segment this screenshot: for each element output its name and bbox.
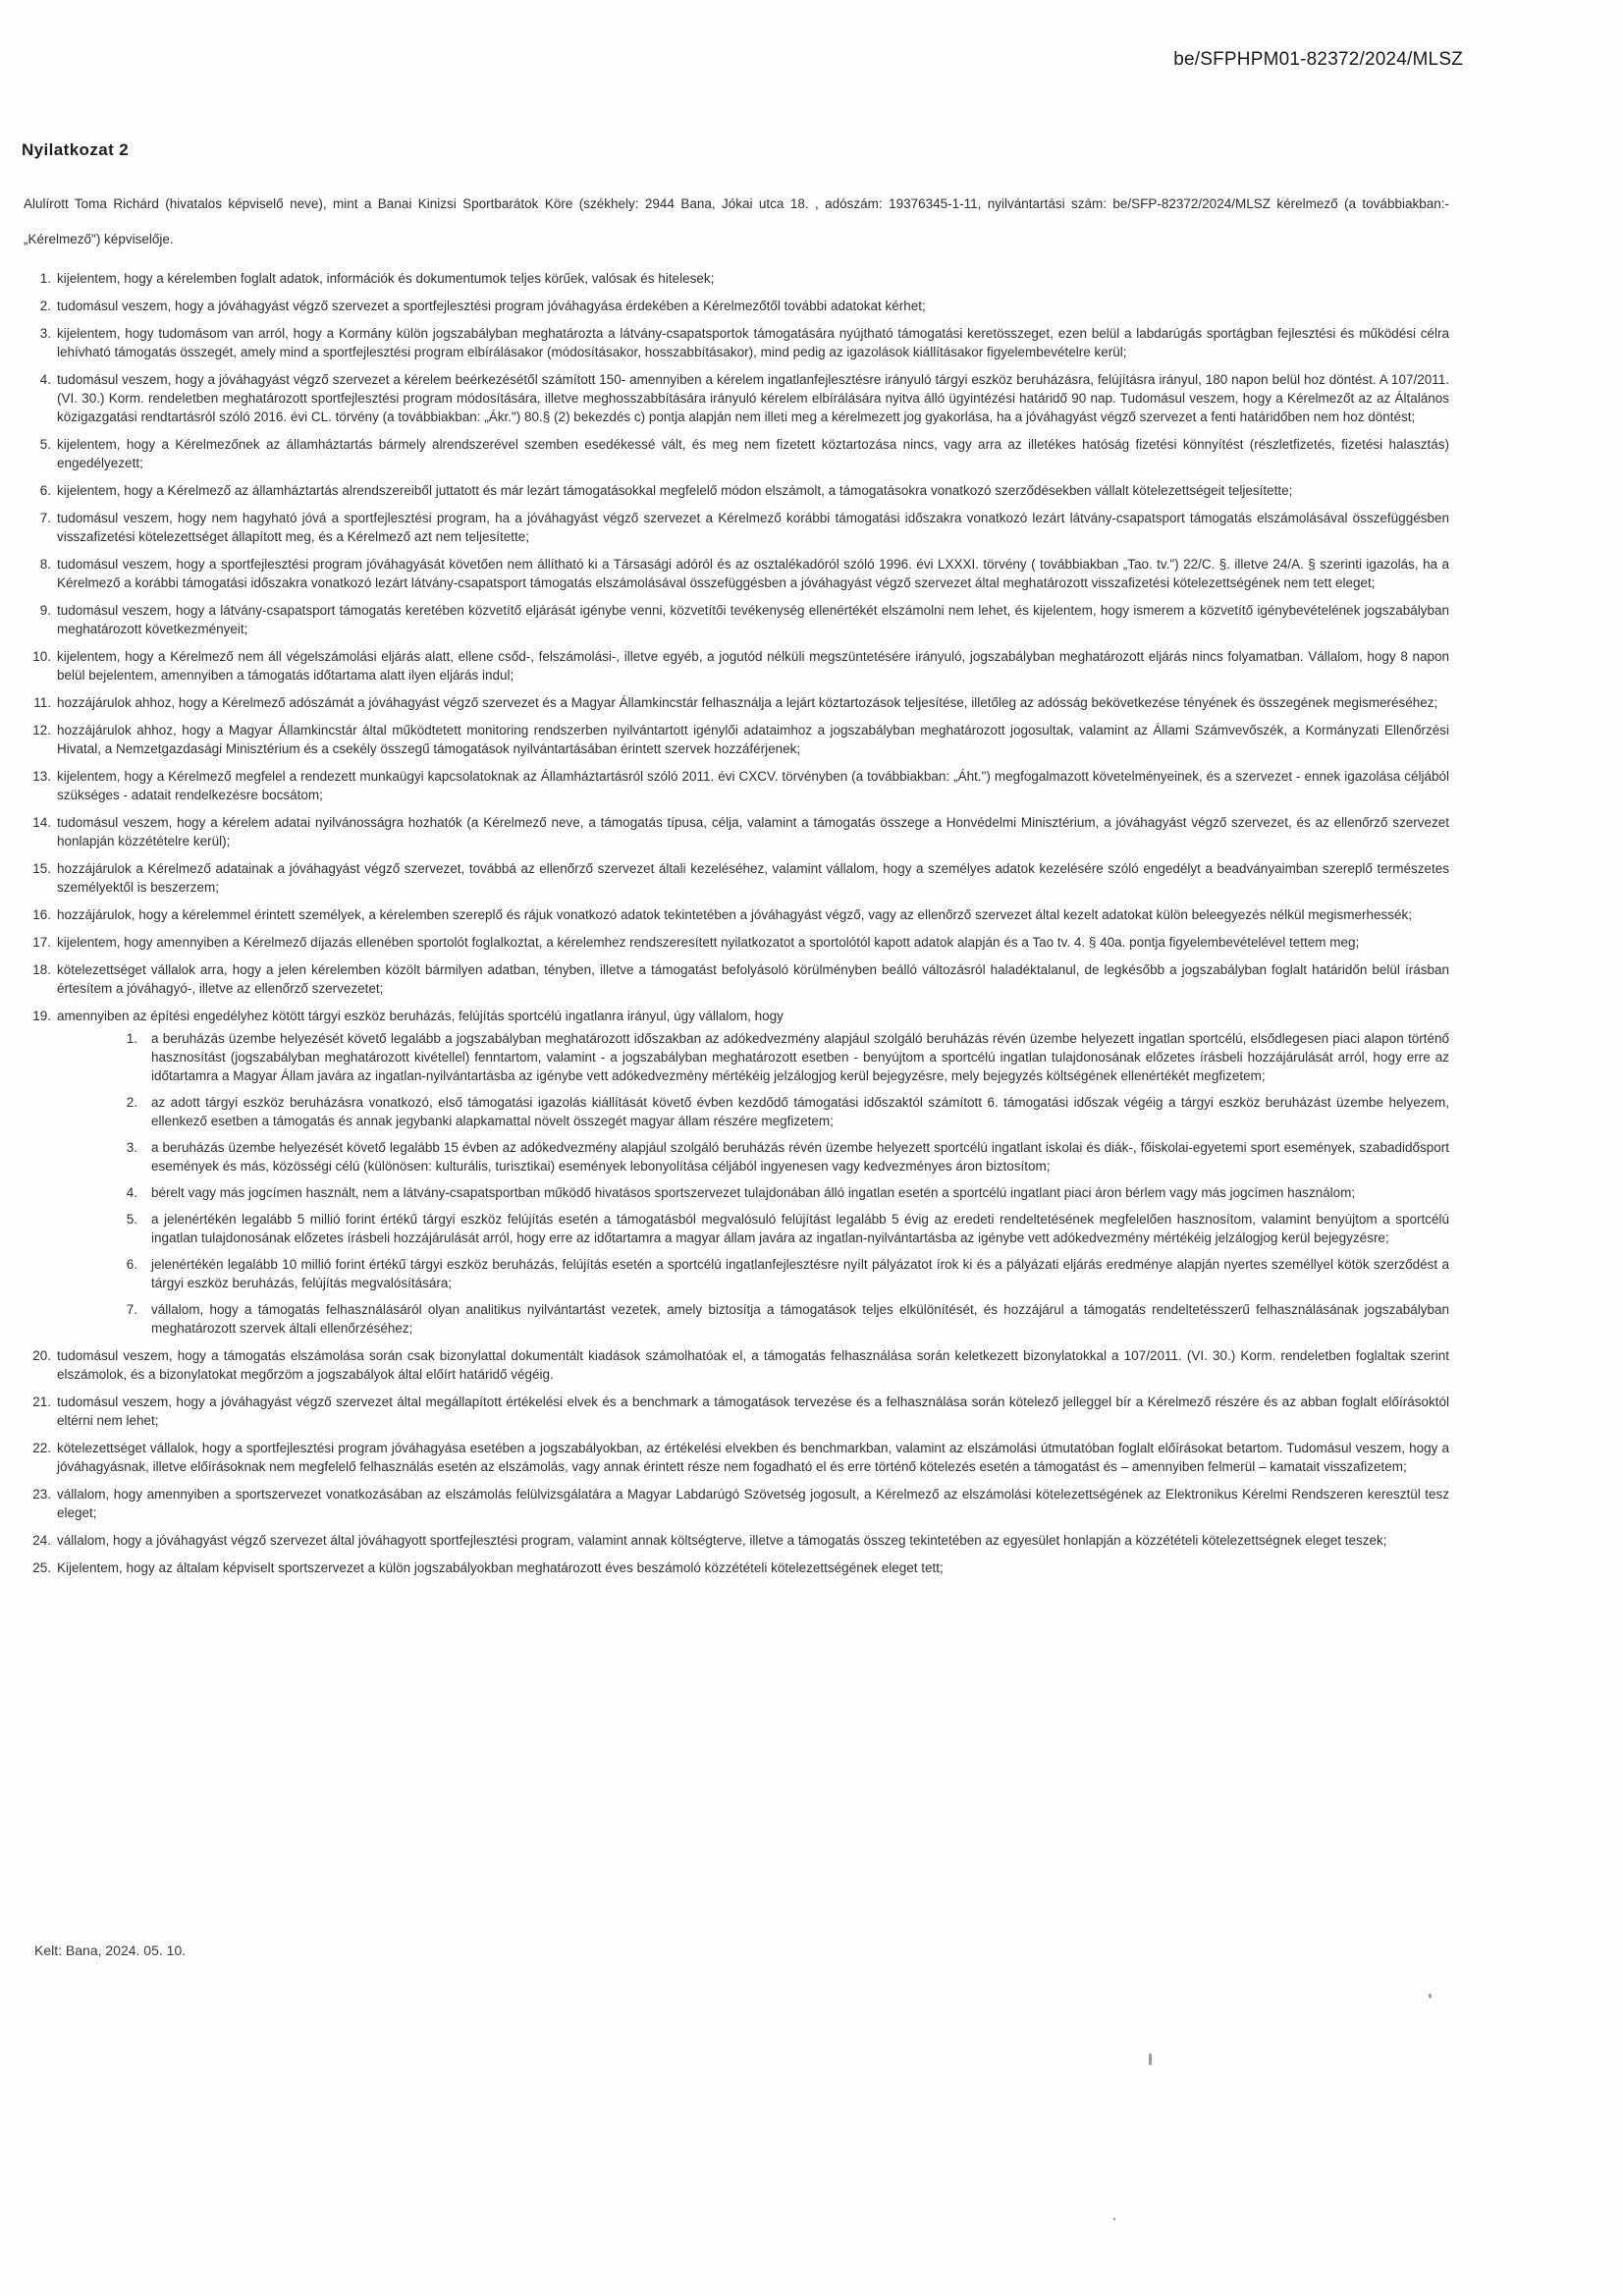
item-number: 14.: [32, 815, 51, 830]
sub-item-3: [116, 1138, 1449, 1175]
item-number: 10.: [32, 649, 51, 664]
declaration-item-13: [24, 767, 1449, 804]
item-text: kijelentem, hogy a Kérelmező megfelel a rendezett munkaügyi kapcsolatoknak az Államháztartásról szóló 2011. évi CXCV. törvényben (a továbbiakban: „Áht.") megfogalmazott követelményeinek, és a szervezet - ennek igazolása céljából szükséges - adatait rendelkezésre bocsátom;: [57, 769, 1449, 802]
item-text: tudomásul veszem, hogy a jóváhagyást végző szervezet által megállapított értékelési elvek és a benchmark a támogatások tervezése és a felhasználása során kötelező jelleggel bír a Kérelmező részére és az abban foglalt előírásoktól eltérni nem lehet;: [57, 1394, 1449, 1428]
item-text: jelenértékén legalább 10 millió forint értékű tárgyi eszköz beruházás, felújítás esetén a sportcélú ingatlanfejlesztésre nyílt pályázatot írok ki és a pályázati eljárás eredménye alapján nyertes személlyel kötök szerződést a tárgyi eszköz beruházás, felújítás megvalósítására;: [151, 1257, 1449, 1290]
item-number: 6.: [39, 483, 51, 498]
sub-item-1: [116, 1029, 1449, 1085]
reference-number: be/SFPHPM01-82372/2024/MLSZ: [1173, 49, 1463, 70]
item-text: a beruházás üzembe helyezését követő legalább 15 évben az adókedvezmény alapjául szolgáló beruházás révén üzembe helyezett sportcélú ingatlant iskolai és diák-, főiskolai-egyetemi sport események, szabadidősport események és más, közösségi célú (különösen: kulturális, turisztikai) események lebonyolítása céljából ingyenesen vagy kedvezményes áron biztosítom;: [151, 1140, 1449, 1174]
document-title: Nyilatkozat 2: [22, 140, 130, 159]
item-text: a jelenértékén legalább 5 millió forint értékű tárgyi eszköz felújítás esetén a támogatásból megvalósuló felújítást legalább 5 évig az eredeti rendeltetésének megfelelően hasznosítom, valamint benyújtom a sportcélú ingatlan tulajdonosának előzetes írásbeli hozzájárulását arról, hogy erre az időtartamra a magyar állam javára az ingatlan-nyilvántartásba az igénybe vett adókedvezmény mértékéig jelzálogjog kerül bejegyzésre;: [151, 1212, 1449, 1245]
item-number: 7.: [39, 511, 51, 525]
item-number: 15.: [32, 861, 51, 876]
declaration-item-5: [24, 435, 1449, 472]
item-text: tudomásul veszem, hogy a jóváhagyást végző szervezet a sportfejlesztési program jóváhagyása érdekében a Kérelmezőtől további adatokat kérhet;: [57, 299, 926, 313]
item-text: kijelentem, hogy tudomásom van arról, hogy a Kormány külön jogszabályban meghatározta a látvány-csapatsportok támogatására nyújtható támogatási keretösszeget, ezen belül a labdarúgás sportágban fejlesztési és működési célra lehívható támogatás összegét, amely mind a sportfejlesztési program elbírálásakor (módosításakor, hosszabbításakor), mind pedig az igazolások kiállításakor figyelembevételre kerül;: [57, 326, 1449, 359]
declaration-body: [24, 187, 1449, 1586]
declaration-item-15: [24, 859, 1449, 897]
item-number: 2.: [39, 299, 51, 313]
item-text: tudomásul veszem, hogy a látvány-csapatsport támogatás keretében közvetítő eljárását igénybe venni, közvetítői tevékenység ellenértékét elszámolni nem lehet, és kijelentem, hogy ismerem a közvetítő igénybevételének jogszabályban meghatározott következményeit;: [57, 603, 1449, 636]
item-text: vállalom, hogy a támogatás felhasználásáról olyan analitikus nyilvántartást vezetek, amely biztosítja a támogatások teljes elkülönítését, és hozzájárul a támogatás rendeltetésszerű felhasználásának jogszabályban meghatározott szervek általi ellenőrzéséhez;: [151, 1302, 1449, 1336]
declaration-item-16: [24, 905, 1449, 924]
item-text: kijelentem, hogy a Kérelmezőnek az államháztartás bármely alrendszerével szemben esedékessé vált, és meg nem fizetett köztartozása nincs, vagy arra az illetékes hatóság fizetési könnyítést (részletfizetés, fizetési halasztás) engedélyezett;: [57, 437, 1449, 470]
item-number: 4.: [39, 372, 51, 387]
item-text: tudomásul veszem, hogy nem hagyható jóvá a sportfejlesztési program, ha a jóváhagyást végző szervezet a Kérelmező korábbi támogatási időszakra vonatkozó lezárt látvány-csapatsport támogatás elszámolásával összefüggésben visszafizetési kötelezettséget állapított meg, és a Kérelmező azt nem teljesítette;: [57, 511, 1449, 544]
item-text: kötelezettséget vállalok arra, hogy a jelen kérelemben közölt bármilyen adatban, tényben, illetve a támogatást befolyásoló körülményben beálló változásról haladéktalanul, de legkésőbb a jogszabályban foglalt határidőn belül írásban értesítem a jóváhagyó-, illetve az ellenőrző szervezetet;: [57, 962, 1449, 996]
sub-item-2: [116, 1093, 1449, 1130]
item-number: 11.: [33, 695, 51, 710]
item-number: 5.: [39, 437, 51, 452]
item-text: Kijelentem, hogy az általam képviselt sportszervezet a külön jogszabályokban meghatározott éves beszámoló közzétételi kötelezettségének eleget tett;: [57, 1560, 944, 1575]
declaration-item-8: [24, 555, 1449, 592]
item-text: kötelezettséget vállalok, hogy a sportfejlesztési program jóváhagyása esetében a jogszabályokban, az értékelési elvekben és benchmarkban, valamint az elszámolási útmutatóban foglalt előírásokat betartom. Tudomásul veszem, hogy a jóváhagyásnak, illetve előírásoknak nem megfelelő felhasználás esetén az elszámolás, vagy annak érintett része nem fogadható el és erre történő kötelezés esetén a támogatást és – amennyiben felmerül – kamatait visszafizetem;: [57, 1441, 1449, 1474]
item-number: 17.: [32, 935, 51, 950]
declaration-item-20: [24, 1346, 1449, 1384]
item-number: 4.: [126, 1185, 137, 1200]
sub-list: [57, 1029, 1449, 1338]
item-text: a beruházás üzembe helyezését követő legalább a jogszabályban meghatározott időszakban az adókedvezmény alapjául szolgáló beruházás révén üzembe helyezett ingatlan sportcélú, elsődlegesen piaci alapon történő hasznosítást (jogszabályban meghatározott kivétellel) fenntartom, valamint - a jogszabályban meghatározott esetben - benyújtom a sportcélú ingatlan tulajdonosának előzetes írásbeli hozzájárulását arról, hogy erre az időtartamra a Magyar Állam javára az ingatlan-nyilvántartásba az igénybe vett adókedvezmény mértékéig jelzálogjog kerül bejegyzésre, mely bejegyzés költségének ellenértékét megfizetem;: [151, 1031, 1449, 1083]
item-number: 19.: [32, 1009, 51, 1023]
item-number: 8.: [39, 557, 51, 572]
sub-item-7: [116, 1300, 1449, 1338]
item-text: tudomásul veszem, hogy a támogatás elszámolása során csak bizonylattal dokumentált kiadások számolhatóak el, a támogatás felhasználása során keletkezett bizonylatokkal a 107/2011. (VI. 30.) Korm. rendeletben foglaltak szerint elszámolok, és a bizonylatokat megőrzöm a jogszabályok által előírt határidő végéig.: [57, 1348, 1449, 1382]
declaration-list: [24, 269, 1449, 1577]
declaration-item-21: [24, 1393, 1449, 1430]
declaration-item-24: [24, 1531, 1449, 1550]
item-text: kijelentem, hogy a kérelemben foglalt adatok, információk és dokumentumok teljes körűek, valósak és hitelesek;: [57, 271, 715, 286]
place-and-date: Kelt: Bana, 2024. 05. 10.: [34, 1942, 187, 1958]
item-text: hozzájárulok, hogy a kérelemmel érintett személyek, a kérelemben szereplő és rájuk vonatkozó adatok tekintetében a jóváhagyást végző, vagy az ellenőrző szervezet által kezelt adatokat külön beleegyezés nélkül megismerhessék;: [57, 907, 1412, 922]
item-text: hozzájárulok ahhoz, hogy a Kérelmező adószámát a jóváhagyást végző szervezet és a Magyar Államkincstár felhasználja a lejárt köztartozások teljesítése, illetőleg az adósság bekövetkezése tényének és összegének megismeréséhez;: [57, 695, 1438, 710]
item-number: 2.: [126, 1095, 137, 1110]
item-text: tudomásul veszem, hogy a sportfejlesztési program jóváhagyását követően nem állítható ki a Társasági adóról és az osztalékadóról szóló 1996. évi LXXXI. törvény ( továbbiakban „Tao. tv.") 22/C. §. illetve 24/A. § szerinti igazolás, ha a Kérelmező a korábbi támogatási időszakra vonatkozó lezárt látvány-csapatsport támogatás elszámolásával összefüggésben a jóváhagyást végző szervezet által meghatározott visszafizetési kötelezettségének nem tett eleget;: [57, 557, 1449, 590]
declaration-item-23: [24, 1485, 1449, 1522]
declaration-item-22: [24, 1439, 1449, 1476]
declaration-item-19: [24, 1007, 1449, 1338]
declaration-item-1: [24, 269, 1449, 288]
item-text: hozzájárulok a Kérelmező adatainak a jóváhagyást végző szervezet, továbbá az ellenőrző szervezet általi kezeléséhez, valamint vállalom, hogy a személyes adatok kezelésére szóló engedélyt a beadványaimban szereplő természetes személyektől is beszerzem;: [57, 861, 1449, 895]
item-number: 12.: [32, 723, 51, 738]
item-text: kijelentem, hogy a Kérelmező az államháztartás alrendszereiből juttatott és már lezárt támogatásokkal megfelelő módon elszámolt, a támogatásokra vonatkozó szerződésekben vállalt kötelezettségeit teljesítette;: [57, 483, 1293, 498]
item-number: 25.: [32, 1560, 51, 1575]
item-number: 21.: [32, 1394, 51, 1409]
declaration-item-11: [24, 693, 1449, 712]
sub-item-5: [116, 1210, 1449, 1247]
item-text: vállalom, hogy amennyiben a sportszervezet vonatkozásában az elszámolás felülvizsgálatára a Magyar Labdarúgó Szövetség jogosult, a Kérelmező az elszámolási kötelezettségének az Elektronikus Kérelmi Rendszeren keresztül tesz eleget;: [57, 1487, 1449, 1520]
item-number: 13.: [32, 769, 51, 784]
item-number: 23.: [32, 1487, 51, 1502]
scan-speck: [1113, 2217, 1115, 2220]
item-text: vállalom, hogy a jóváhagyást végző szervezet által jóváhagyott sportfejlesztési program, valamint annak költségterve, illetve a támogatás összeg tekintetében az egyesület honlapján a közzétételi kötelezettségnek eleget teszek;: [57, 1533, 1387, 1548]
item-number: 3.: [126, 1140, 137, 1155]
declaration-item-25: [24, 1558, 1449, 1577]
declaration-item-6: [24, 481, 1449, 500]
item-number: 22.: [32, 1441, 51, 1455]
declaration-item-18: [24, 960, 1449, 998]
declaration-item-4: [24, 370, 1449, 426]
declaration-item-2: [24, 297, 1449, 315]
declaration-item-9: [24, 601, 1449, 638]
item-number: 18.: [32, 962, 51, 977]
item-text: tudomásul veszem, hogy a kérelem adatai nyilvánosságra hozhatók (a Kérelmező neve, a támogatás típusa, célja, valamint a támogatás összege a Honvédelmi Minisztérium, a jóváhagyást végző szervezet, és az ellenőrző szervezet honlapján közzétételre kerül);: [57, 815, 1449, 848]
item-number: 6.: [126, 1257, 137, 1272]
scan-speck: [1429, 1994, 1432, 1998]
item-number: 5.: [126, 1212, 137, 1227]
declaration-item-17: [24, 933, 1449, 952]
item-text: amennyiben az építési engedélyhez kötött tárgyi eszköz beruházás, felújítás sportcélú ingatlanra irányul, úgy vállalom, hogy: [57, 1009, 784, 1023]
item-number: 7.: [126, 1302, 137, 1317]
declaration-item-14: [24, 813, 1449, 850]
declaration-item-7: [24, 509, 1449, 546]
sub-item-6: [116, 1255, 1449, 1292]
item-text: bérelt vagy más jogcímen használt, nem a látvány-csapatsportban működő hivatásos sportszervezet tulajdonában álló ingatlan esetén a sportcélú ingatlant piaci áron bérlem vagy más jogcímen használom;: [151, 1185, 1356, 1200]
item-number: 24.: [32, 1533, 51, 1548]
declaration-item-12: [24, 721, 1449, 758]
sub-item-4: [116, 1183, 1449, 1202]
item-number: 3.: [39, 326, 51, 341]
item-number: 20.: [32, 1348, 51, 1363]
declaration-item-3: [24, 324, 1449, 361]
item-text: az adott tárgyi eszköz beruházásra vonatkozó, első támogatási igazolás kiállítását követő évben kezdődő támogatási időszaktól számított 6. támogatási időszak végéig a tárgyi eszköz beruházást üzembe helyezem, ellenkező esetben a támogatás és annak jegybanki alapkamattal növelt összegét magyar állam részére megfizetem;: [151, 1095, 1449, 1128]
item-number: 9.: [39, 603, 51, 618]
item-text: kijelentem, hogy a Kérelmező nem áll végelszámolási eljárás alatt, ellene csőd-, felszámolási-, illetve egyéb, a jogutód nélküli megszüntetésére irányuló, jogszabályban meghatározott eljárás nincs folyamatban. Vállalom, hogy 8 napon belül bejelentem, amennyiben a támogatás időtartama alatt ilyen eljárás indul;: [57, 649, 1449, 683]
scan-speck: [1149, 2053, 1152, 2065]
item-text: kijelentem, hogy amennyiben a Kérelmező díjazás ellenében sportolót foglalkoztat, a kérelemhez rendszeresített nyilatkozatot a sportolótól kapott adatok alapján és a Tao tv. 4. § 40a. pontja figyelembevételével tettem meg;: [57, 935, 1360, 950]
item-text: tudomásul veszem, hogy a jóváhagyást végző szervezet a kérelem beérkezésétől számított 150- amennyiben a kérelem ingatlanfejlesztésre irányuló tárgyi eszköz beruházásra, felújításra irányul, 180 napon belül hoz döntést. A 107/2011. (VI. 30.) Korm. rendeletben meghatározott sportfejlesztési program módosítására, illetve meghosszabbítására irányuló kérelem elbírálására nyitva álló ügyintézési határidő 90 nap. Tudomásul veszem, hogy a Kérelmezőt az az Általános közigazgatási rendtartásról szóló 2016. évi CL. törvény (a továbbiakban: „Ákr.") 80.§ (2) bekezdés c) pontja alapján nem illeti meg a kérelmezett jog gyakorlása, ha a jóváhagyást végző szervezet a fenti határidőben nem hoz döntést;: [57, 372, 1449, 424]
item-number: 1.: [39, 271, 51, 286]
item-number: 16.: [32, 907, 51, 922]
intro-paragraph: Alulírott Toma Richárd (hivatalos képviselő neve), mint a Banai Kinizsi Sportbarátok Köre (székhely: 2944 Bana, Jókai utca 18. , adószám: 19376345-1-11, nyilvántartási szám: be/SFP-82372/2024/MLSZ kérelmező (a továbbiakban:-„Kérelmező") képviselője.: [24, 196, 1449, 246]
declaration-item-10: [24, 647, 1449, 684]
item-text: hozzájárulok ahhoz, hogy a Magyar Államkincstár által működtetett monitoring rendszerben nyilvántartott igénylői adataimhoz a jogszabályban meghatározott jogosultak, valamint az Állami Számvevőszék, a Kormányzati Ellenőrzési Hivatal, a Nemzetgazdasági Minisztérium és a csekély összegű támogatások nyilvántartásában érintett szervek hozzáférjenek;: [57, 723, 1449, 756]
item-number: 1.: [126, 1031, 137, 1046]
